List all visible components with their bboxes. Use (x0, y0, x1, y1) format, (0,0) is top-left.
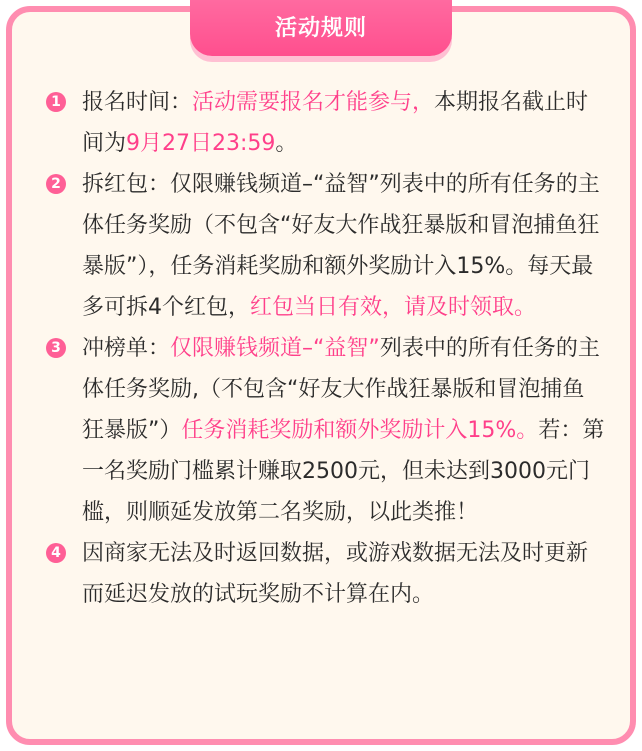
rule-3-segment: 若：第一名奖励门槛累计赚取2500元，但未达到3000元门槛，则顺延发放第二名奖励，以此类推！ (82, 418, 605, 525)
number-badge-4: 4 (46, 543, 66, 563)
rule-1-highlight: 活动需要报名才能参与， (192, 90, 435, 115)
rule-3-segment: 列表中的所有任务的主体任务奖励,（不包含“好友大作战狂暴版和冒泡捕鱼狂暴版”） (82, 336, 600, 443)
rule-item-4 (46, 533, 606, 615)
rule-3-segment: 冲榜单： (82, 336, 171, 361)
rule-2-segment: 拆红包：仅限赚钱频道–“益智”列表中的所有任务的主体任务奖励（不包含“好友大作战狂暴版和冒泡捕鱼狂暴版”），任务消耗奖励和额外奖励计入15%。每天最多可拆4个红包， (82, 172, 600, 320)
rule-item-1 (46, 82, 606, 164)
rule-1-segment: 。 (275, 131, 298, 156)
number-badge-1: 1 (46, 92, 66, 112)
rules-list (46, 82, 606, 615)
rule-1-segment: 本期报名截止时间为 (82, 90, 589, 156)
rule-1-highlight: 9月27日23:59 (126, 131, 276, 156)
rule-4-text (82, 541, 588, 607)
title-tab (190, 0, 452, 56)
rule-2-highlight: 红包当日有效，请及时领取。 (250, 295, 537, 320)
rule-item-3 (46, 328, 606, 533)
rule-4-segment: 因商家无法及时返回数据，或游戏数据无法及时更新而延迟发放的试玩奖励不计算在内。 (82, 541, 589, 607)
panel-title: 活动规则 (274, 16, 367, 41)
rule-3-text (82, 336, 604, 525)
number-badge-2: 2 (46, 174, 66, 194)
rule-item-2 (46, 164, 606, 328)
rule-1-text (82, 90, 588, 156)
rule-3-highlight: 任务消耗奖励和额外奖励计入15%。 (181, 418, 539, 443)
rule-1-segment: 报名时间： (82, 90, 193, 115)
rule-2-text (82, 172, 600, 320)
number-badge-3: 3 (46, 338, 66, 358)
rule-3-highlight: 仅限赚钱频道–“益智” (170, 336, 380, 361)
